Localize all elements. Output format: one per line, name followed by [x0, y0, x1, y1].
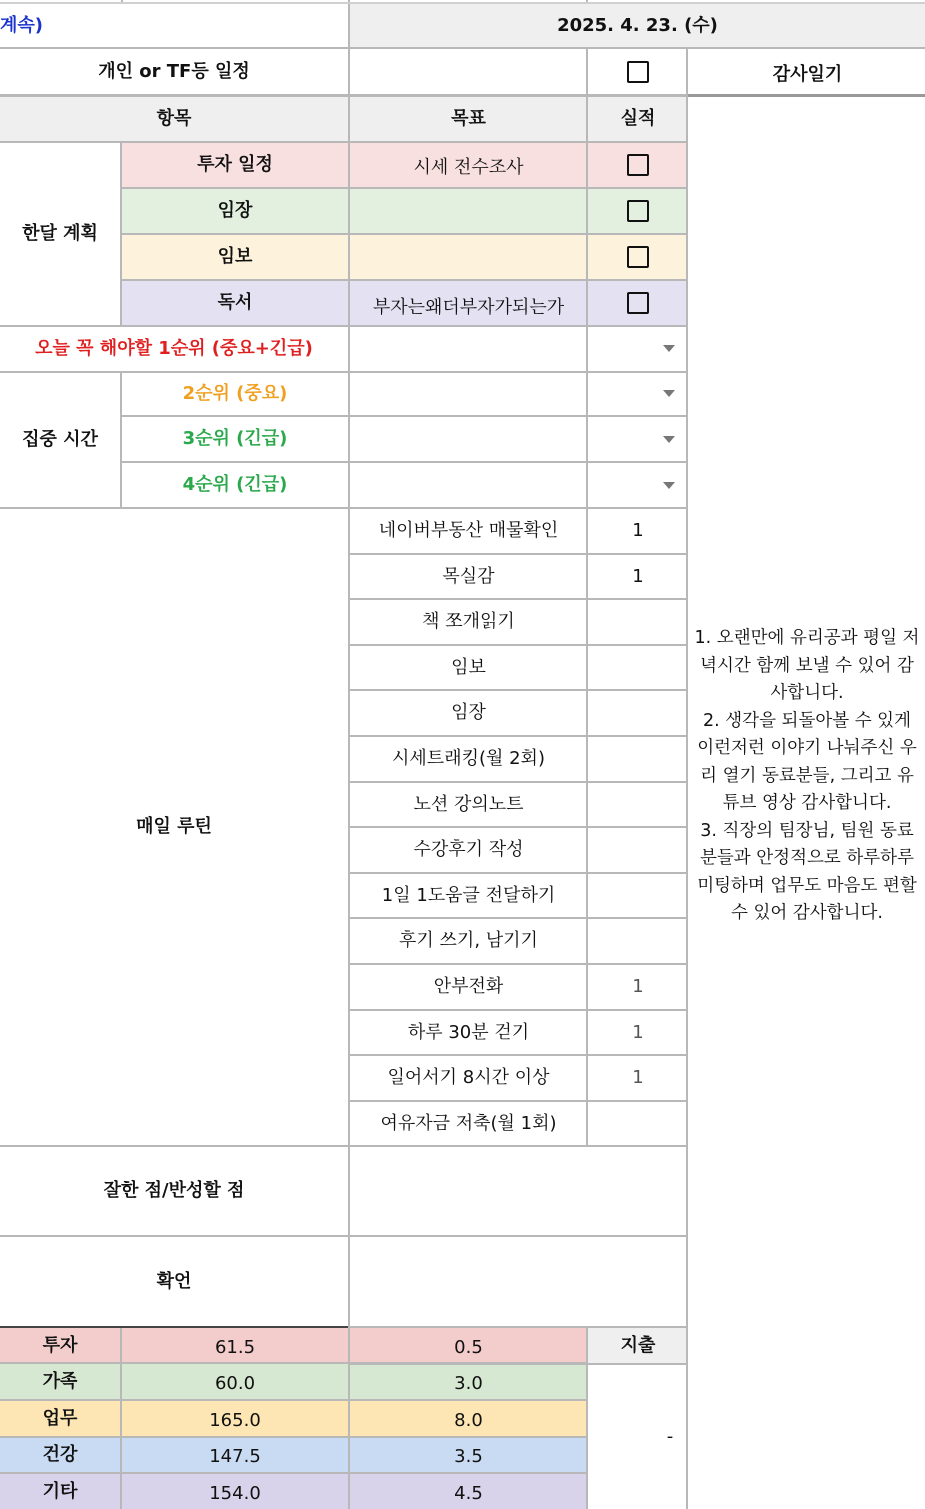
priority3-label: 3순위 (긴급): [182, 428, 288, 450]
monthly-plan-item: 임보: [122, 235, 348, 279]
summary-today: 8.0: [350, 1401, 587, 1436]
checkbox[interactable]: [627, 292, 649, 314]
routine-item[interactable]: 하루 30분 걷기: [407, 1022, 530, 1044]
summary-category: 기타: [0, 1474, 120, 1509]
monthly-plan-item: 독서: [122, 281, 348, 325]
routine-item[interactable]: 후기 쓰기, 남기기: [399, 930, 538, 952]
column-header-goal: 목표: [350, 96, 587, 142]
routine-item[interactable]: 네이버부동산 매물확인: [378, 520, 559, 542]
summary-total: 165.0: [122, 1401, 348, 1436]
daily-routine-label: 매일 루틴: [136, 816, 212, 838]
dropdown-arrow-icon[interactable]: [663, 436, 675, 443]
priority3-goal[interactable]: [350, 417, 587, 461]
routine-result[interactable]: [588, 646, 688, 690]
continued-label: 계속): [0, 15, 44, 37]
monthly-plan-goal[interactable]: 시세 전수조사: [350, 143, 587, 187]
gratitude-entry: 3. 직장의 팀장님, 팀원 동료분들과 안정적으로 하루하루 미팅하며 업무도 마음도 편할 수 있어 감사합니다.: [697, 820, 917, 923]
routine-result[interactable]: 1: [632, 520, 644, 542]
monthly-plan-checkbox-cell[interactable]: [588, 235, 688, 279]
routine-item[interactable]: 수강후기 작성: [413, 839, 524, 861]
summary-category: 업무: [0, 1401, 120, 1436]
routine-result[interactable]: [588, 783, 688, 827]
monthly-plan-checkbox-cell[interactable]: [588, 281, 688, 325]
priority2-label: 2순위 (중요): [182, 383, 288, 405]
routine-result[interactable]: 1: [632, 1022, 644, 1044]
monthly-plan-label: 한달 계획: [22, 223, 98, 245]
routine-result[interactable]: [588, 691, 688, 735]
checkbox[interactable]: [627, 246, 649, 268]
routine-result[interactable]: 1: [632, 566, 644, 588]
dropdown-arrow-icon[interactable]: [663, 390, 675, 397]
gratitude-diary-header: 감사일기: [772, 64, 843, 86]
routine-result[interactable]: [588, 600, 688, 644]
priority1-label: 오늘 꼭 해야할 1순위 (중요+긴급): [35, 338, 313, 360]
summary-total: 147.5: [122, 1438, 348, 1472]
affirmation-input[interactable]: [350, 1237, 688, 1326]
personal-schedule-label: 개인 or TF등 일정: [98, 61, 250, 83]
priority1-goal[interactable]: [350, 327, 587, 371]
routine-item[interactable]: 임장: [451, 702, 486, 724]
priority4-goal[interactable]: [350, 463, 587, 507]
monthly-plan-item: 임장: [122, 189, 348, 233]
routine-result[interactable]: [588, 828, 688, 872]
routine-item[interactable]: 노션 강의노트: [413, 794, 524, 816]
monthly-plan-item: 투자 일정: [122, 143, 348, 187]
checkbox[interactable]: [627, 154, 649, 176]
expense-label: 지출: [588, 1328, 688, 1363]
priority2-goal[interactable]: [350, 373, 587, 415]
routine-item[interactable]: 안부전화: [433, 976, 504, 998]
monthly-plan-goal[interactable]: 부자는왜더부자가되는가: [350, 281, 587, 325]
date-header: 2025. 4. 23. (수): [350, 4, 925, 48]
summary-today: 4.5: [350, 1474, 587, 1509]
dropdown-arrow-icon[interactable]: [663, 345, 675, 352]
routine-item[interactable]: 일어서기 8시간 이상: [387, 1067, 550, 1089]
routine-result[interactable]: 1: [632, 1067, 644, 1089]
routine-result[interactable]: [588, 874, 688, 918]
monthly-plan-goal[interactable]: [350, 235, 587, 279]
checkbox[interactable]: [627, 61, 649, 83]
column-header-item: 항목: [0, 96, 348, 142]
focus-time-label: 집중 시간: [22, 429, 98, 451]
summary-today: 0.5: [350, 1328, 587, 1363]
priority4-label: 4순위 (긴급): [182, 474, 288, 496]
routine-item[interactable]: 임보: [451, 657, 486, 679]
routine-item[interactable]: 목실감: [442, 566, 495, 588]
routine-result[interactable]: [588, 737, 688, 781]
monthly-plan-goal[interactable]: [350, 189, 587, 233]
gratitude-entry: 1. 오랜만에 유리공과 평일 저녁시간 함께 보낼 수 있어 감사합니다.: [694, 628, 920, 703]
monthly-plan-checkbox-cell[interactable]: [588, 143, 688, 187]
gratitude-diary-text[interactable]: [692, 625, 922, 928]
summary-category: 가족: [0, 1364, 120, 1399]
summary-category: 건강: [0, 1438, 120, 1472]
affirmation-label: 확언: [156, 1270, 192, 1292]
checkbox[interactable]: [627, 200, 649, 222]
summary-today: 3.5: [350, 1438, 587, 1472]
routine-item[interactable]: 여유자금 저축(월 1회): [380, 1113, 557, 1135]
summary-today: 3.0: [350, 1364, 587, 1399]
column-header-result: 실적: [588, 96, 688, 142]
reflection-label: 잘한 점/반성할 점: [103, 1180, 245, 1202]
summary-category: 투자: [0, 1328, 120, 1363]
routine-item[interactable]: 1일 1도움글 전달하기: [381, 885, 556, 907]
personal-schedule-checkbox-cell[interactable]: [588, 49, 688, 95]
summary-total: 60.0: [122, 1364, 348, 1399]
routine-item[interactable]: 책 쪼개읽기: [422, 611, 515, 633]
routine-result[interactable]: 1: [632, 976, 644, 998]
dropdown-arrow-icon[interactable]: [663, 482, 675, 489]
routine-result[interactable]: [588, 1102, 688, 1146]
routine-item[interactable]: 시세트래킹(월 2회): [392, 748, 545, 770]
gratitude-entry: 2. 생각을 되돌아볼 수 있게 이런저런 이야기 나눠주신 우리 열기 동료분들, 그리고 유튜브 영상 감사합니다.: [697, 710, 917, 813]
reflection-input[interactable]: [350, 1147, 688, 1235]
summary-total: 61.5: [122, 1328, 348, 1363]
monthly-plan-checkbox-cell[interactable]: [588, 189, 688, 233]
expense-value[interactable]: -: [666, 1426, 674, 1448]
summary-total: 154.0: [122, 1474, 348, 1509]
routine-result[interactable]: [588, 919, 688, 963]
